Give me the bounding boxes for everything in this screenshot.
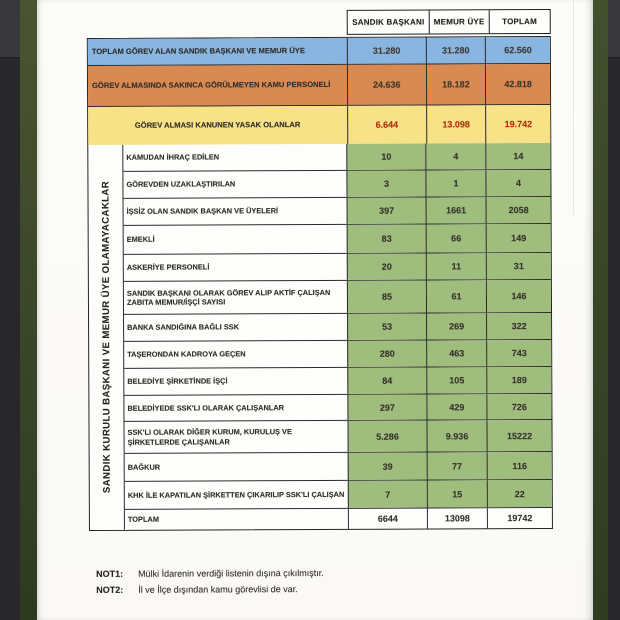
officials-table (87, 36, 553, 531)
table-row (123, 143, 550, 172)
cell-value: 429 (426, 394, 486, 419)
cell-value: 297 (347, 395, 426, 420)
row-label: TAŞERONDAN KADROYA GEÇEN (127, 349, 246, 360)
note-line (96, 568, 324, 579)
cell-value: 31 (486, 253, 551, 279)
row-label: BELEDİYE ŞİRKETİNDE İŞÇİ (127, 376, 228, 387)
table-row (123, 170, 550, 199)
note-label: NOT1: (96, 568, 124, 579)
row-label: TOPLAM GÖREV ALAN SANDIK BAŞKANI VE MEMUR ÜYE (91, 46, 305, 57)
summary-row-toplam-gorev-alan (88, 37, 550, 66)
cell-value: 146 (486, 280, 551, 312)
cell-value: 10 (346, 144, 425, 170)
cell-value: 18.182 (425, 64, 485, 104)
row-label: ASKERİYE PERSONELİ (126, 262, 210, 273)
cell-value: 15222 (486, 420, 551, 451)
cell-value: 463 (426, 340, 486, 366)
note-line (96, 584, 324, 595)
column-header-row (347, 9, 551, 35)
detail-rows (123, 143, 552, 530)
cell-value: 61 (426, 280, 486, 312)
summary-rows (88, 37, 550, 145)
cell-value: 39 (348, 453, 427, 480)
table-row (124, 394, 551, 422)
row-label: EMEKLİ (126, 235, 155, 245)
row-label: İŞSİZ OLAN SANDIK BAŞKAN VE ÜYELERİ (126, 206, 279, 217)
column-header: TOPLAM (488, 10, 549, 33)
cell-value: 77 (427, 452, 487, 479)
table-row (124, 280, 551, 315)
cell-value: 14 (485, 143, 550, 169)
table-row (124, 253, 551, 282)
cell-value: 13098 (427, 508, 487, 528)
row-label: BELEDİYEDE SSK'LI OLARAK ÇALIŞANLAR (127, 403, 285, 413)
cell-value: 189 (486, 367, 551, 393)
row-label: BANKA SANDIĞINA BAĞLI SSK (127, 322, 240, 333)
cell-value: 24.636 (347, 65, 426, 105)
page-edge-right (593, 0, 608, 620)
scanned-table-area (36, 0, 595, 620)
table-row (124, 224, 551, 255)
cell-value: 42.818 (485, 64, 550, 104)
cell-value: 5.286 (347, 421, 426, 452)
cell-value: 397 (347, 198, 426, 224)
background-corner-top-left (0, 0, 21, 58)
note-text: Mülki İdarenin verdiği listenin dışına çıkılmıştır. (138, 567, 324, 579)
group-label-cell (88, 145, 125, 530)
cell-value: 9.936 (426, 420, 486, 451)
page-edge-left (20, 0, 37, 620)
cell-value: 13.098 (426, 105, 486, 143)
row-label: TOPLAM (127, 515, 160, 525)
cell-value: 6644 (348, 509, 427, 529)
cell-value: 31.280 (347, 38, 426, 64)
table-row (124, 313, 551, 342)
cell-value: 105 (426, 367, 486, 393)
cell-value: 1 (425, 170, 485, 196)
footnotes (96, 568, 324, 601)
row-label: GÖREVDEN UZAKLAŞTIRILAN (126, 179, 236, 190)
summary-row-sakinca-gorulmeyen-kamu-personeli (88, 64, 550, 107)
note-label: NOT2: (96, 584, 124, 595)
row-label: BAĞKUR (127, 462, 161, 472)
row-label: KAMUDAN İHRAÇ EDİLEN (126, 152, 220, 163)
cell-value: 116 (487, 452, 552, 479)
table-row (125, 480, 552, 510)
cell-value: 280 (347, 341, 426, 367)
cell-value: 11 (426, 253, 486, 279)
table-row (125, 508, 552, 530)
cell-value: 66 (426, 224, 486, 252)
table-row (124, 197, 551, 226)
cell-value: 743 (486, 340, 551, 366)
cell-value: 322 (486, 313, 551, 339)
table-row (124, 340, 551, 369)
row-label: GÖREV ALMASINDA SAKINCA GÖRÜLMEYEN KAMU PERSONELİ (91, 79, 331, 91)
cell-value: 31.280 (425, 37, 485, 63)
cell-value: 269 (426, 313, 486, 339)
cell-value: 6.644 (347, 106, 426, 144)
table-row (124, 420, 551, 454)
cell-value: 53 (347, 314, 426, 340)
column-header: SANDIK BAŞKANI (352, 17, 425, 27)
cell-value: 149 (486, 224, 551, 252)
row-label: SANDIK BAŞKANI OLARAK GÖREV ALIP AKTİF ÇALIŞAN ZABITA MEMUR/İŞÇİ SAYISI (126, 287, 331, 307)
cell-value: 2058 (486, 197, 551, 223)
cell-value: 3 (346, 171, 425, 197)
note-text: İl ve İlçe dışından kamu görevlisi de var. (138, 584, 298, 595)
cell-value: 20 (347, 254, 426, 280)
cell-value: 4 (485, 170, 550, 196)
restricted-group-section (88, 143, 552, 530)
cell-value: 62.560 (485, 37, 550, 63)
cell-value: 1661 (426, 197, 486, 223)
column-header: MEMUR ÜYE (429, 10, 489, 33)
summary-row-kanunen-yasak-olanlar (88, 105, 550, 145)
cell-value: 19.742 (485, 105, 550, 143)
cell-value: 84 (347, 368, 426, 394)
table-row (124, 367, 551, 396)
cell-value: 85 (347, 281, 426, 313)
table-row (125, 452, 552, 482)
cell-value: 22 (487, 480, 552, 507)
cell-value: 83 (347, 225, 426, 253)
cell-value: 19742 (487, 508, 552, 528)
cell-value: 7 (348, 481, 427, 508)
cell-value: 4 (425, 143, 485, 169)
row-label: GÖREV ALMASI KANUNEN YASAK OLANLAR (134, 120, 301, 130)
group-label-vertical: SANDIK KURULU BAŞKANI VE MEMUR ÜYE OLAMAYACAKLAR (99, 181, 113, 494)
cell-value: 726 (486, 394, 551, 419)
document-page (37, 0, 593, 620)
cell-value: 15 (427, 480, 487, 507)
row-label: KHK İLE KAPATILAN ŞİRKETTEN ÇIKARILIP SSK'LI ÇALIŞAN (127, 489, 345, 500)
row-label: SSK'LI OLARAK DİĞER KURUM, KURULUŞ VE ŞİRKETLERDE ÇALIŞANLAR (127, 427, 292, 447)
